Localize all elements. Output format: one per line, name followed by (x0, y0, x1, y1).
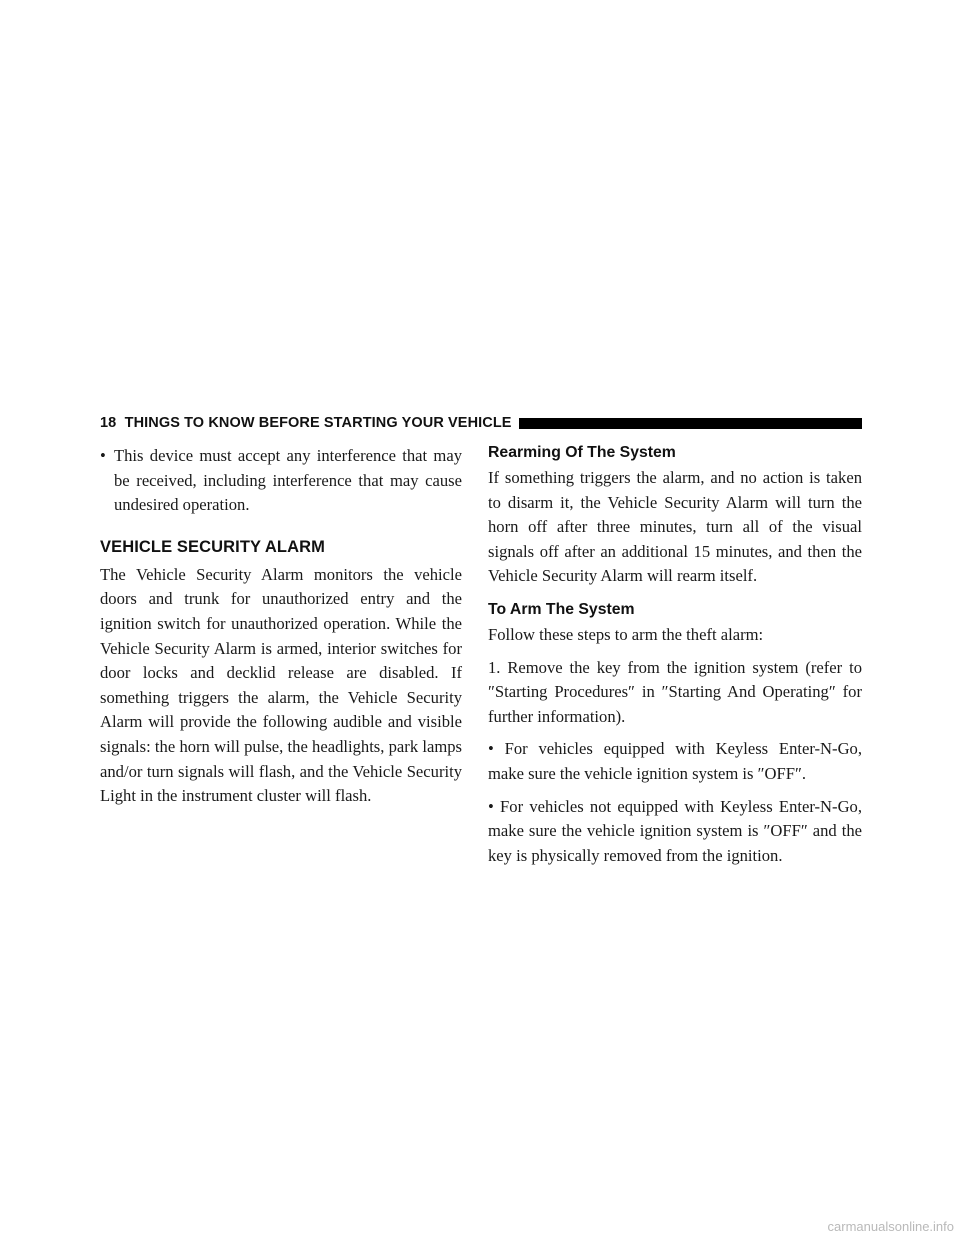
left-column (100, 444, 462, 809)
body-paragraph: The Vehicle Security Alarm monitors the vehicle doors and trunk for unauthorized entry and the ignition switch for unauthorized operation. While the Vehicle Security Alarm is armed, interior switches for door locks and decklid release are disabled. If something triggers the alarm, the Vehicle Security Alarm will provide the following audible and visible signals: the horn will pulse, the headlights, park lamps and/or turn signals will flash, and the Vehicle Security Light in the instrument cluster will flash. (100, 564, 462, 806)
section-heading: VEHICLE SECURITY ALARM (100, 537, 325, 556)
watermark: carmanualsonline.info (827, 1219, 954, 1234)
subsection-heading: To Arm The System (488, 600, 635, 618)
body-paragraph: If something triggers the alarm, and no action is taken to disarm it, the Vehicle Security Alarm will turn the horn off after three minutes, turn all of the visual signals off after an additional 15 minutes, and then the Vehicle Security Alarm will rearm itself. (488, 468, 862, 586)
bullet-icon: • (100, 446, 106, 465)
header-rule (519, 418, 862, 429)
subsection-heading: Rearming Of The System (488, 444, 676, 461)
list-item: • For vehicles equipped with Keyless Enter-N-Go, make sure the vehicle ignition system is ″OFF″. (488, 739, 862, 783)
body-paragraph: Follow these steps to arm the theft alarm: (488, 624, 764, 644)
page-number: 18 (100, 415, 117, 431)
step-item: 1. Remove the key from the ignition system (refer to ″Starting Procedures″ in ″Starting And Operating″ for further information). (488, 657, 862, 726)
list-item: • For vehicles not equipped with Keyless Enter-N-Go, make sure the vehicle ignition system is ″OFF″ and the key is physically removed from the ignition. (488, 796, 862, 865)
page-header (100, 412, 862, 434)
list-item (100, 444, 462, 518)
page-header-text (100, 412, 512, 434)
right-column (488, 444, 862, 868)
bullet-text: This device must accept any interference that may be received, including interference that may cause undesired operation. (114, 446, 462, 515)
section-title: THINGS TO KNOW BEFORE STARTING YOUR VEHICLE (124, 415, 512, 431)
